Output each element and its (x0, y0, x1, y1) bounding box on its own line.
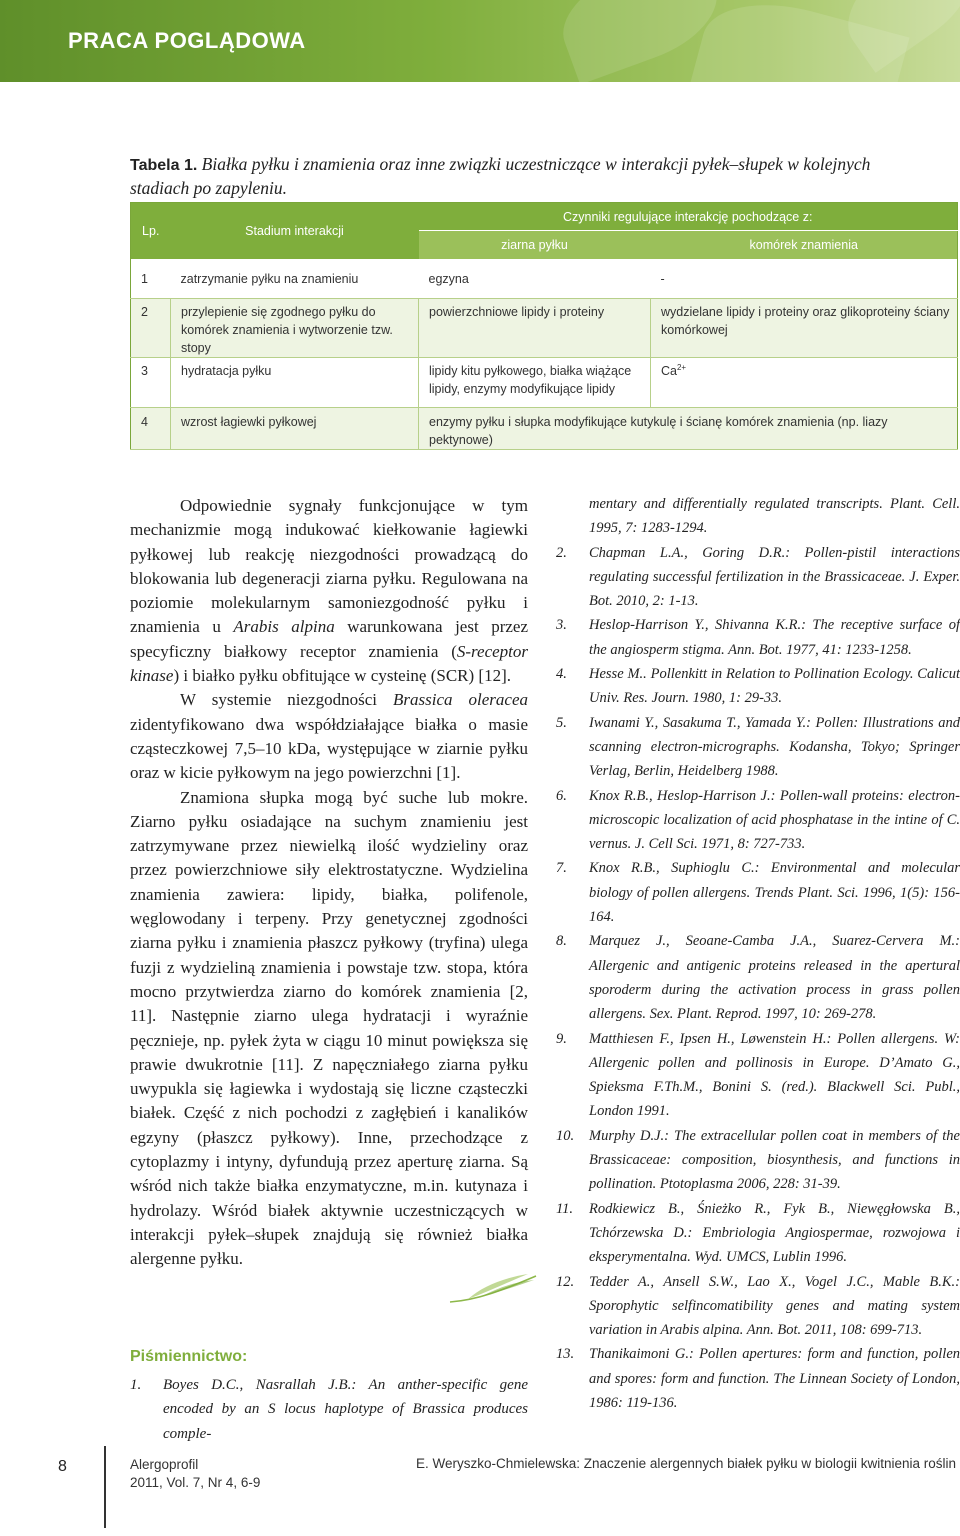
row-stage: zatrzymanie pyłku na znamieniu (180, 271, 359, 286)
header-pollen: ziarna pyłku (419, 231, 651, 259)
reference-item: 1. Boyes D.C., Nasrallah J.B.: An anther-specific gene encoded by an S locus haplotype of Brassica produces comple- (130, 1377, 528, 1442)
table-row (131, 408, 958, 450)
header-stigma: komórek znamienia (651, 231, 958, 259)
references-heading: Piśmiennictwo: (130, 1348, 248, 1365)
header-stage: Stadium interakcji (171, 203, 419, 259)
leaf-ornament-icon (448, 1272, 538, 1306)
reference-item: 3. Heslop-Harrison Y., Shivanna K.R.: The receptive surface of the angiosperm stigma. Ann. Bot. 1977, 41: 1233-1258. (556, 617, 960, 658)
reference-item: 10. Murphy D.J.: The extracellular pollen coat in members of the Brassicaceae: composition, biosynthesis, and functions in pollination. Ptotoplasma 2006, 228: 31-39. (556, 1127, 960, 1193)
footer-article-title: E. Weryszko-Chmielewska: Znaczenie alergennych białek pyłku w biologii kwitnienia roślin (416, 1456, 956, 1471)
row-pollen: egzyna (428, 271, 469, 286)
row-merged: enzymy pyłku i słupka modyfikujące kutykulę i ścianę komórek znamienia (np. liazy pektynowe) (419, 408, 958, 450)
table-caption (130, 153, 930, 199)
reference-item: 5. Iwanami Y., Sasakuma T., Yamada Y.: Pollen: Illustrations and scanning electron-micrographs. Kodansha, Tokyo; Springer Verlag, Berlin, Heidelberg 1988. (556, 714, 960, 780)
row-stigma (651, 358, 958, 408)
paragraph: W systemie niezgodności Brassica oleracea zidentyfikowano dwa współdziałające białka o masie cząsteczkowej 7,5–10 kDa, występujące w ziarnie pyłku oraz w kicie pyłkowym na jego powierzchni [1]. (130, 690, 528, 783)
footer-divider (104, 1446, 106, 1528)
reference-item: 12. Tedder A., Ansell S.W., Lao X., Vogel J.C., Mable B.K.: Sporophytic selfincomatibility genes and mating system variation in Arabis alpina. Ann. Bot. 2011, 108: 699-713. (556, 1273, 960, 1339)
row-stigma: - (660, 271, 665, 286)
row-lp: 1 (141, 271, 148, 286)
paragraph: Odpowiednie sygnały funkcjonujące w tym mechanizmie mogą indukować kiełkowanie łagiewki pyłkowej lub reakcję niezgodności prowadzącą do blokowania lub degeneracji ziarna pyłku. Regulowana na poziomie molekularnym samoniezgodność pyłku i znamienia u Arabis alpina warunkowana jest przez specyficzny białkowy receptor znamienia (S-receptor kinase) i białko pyłku obfitujące w cysteinę (SCR) [12]. (130, 496, 528, 686)
row-lp: 4 (141, 415, 148, 429)
row-pollen: powierzchniowe lipidy i proteiny (419, 299, 651, 358)
references-list-left (130, 1373, 528, 1446)
reference-item: 11. Rodkiewicz B., Śnieżko R., Fyk B., Niewęgłowska B., Tchórzewska D.: Embriologia Angiospermae, rozwojowa i eksperymentalna. Wyd. UMCS, Lublin 1996. (556, 1200, 960, 1266)
footer-journal (130, 1456, 260, 1492)
section-title: PRACA POGLĄDOWA (68, 28, 306, 53)
reference-item: 8. Marquez J., Seoane-Camba J.A., Suarez-Cervera M.: Allergenic and antigenic proteins released in the apertural sporoderm during the activation process in grass pollen allergens. Sex. Plant. Reprod. 1997, 10: 269-278. (556, 933, 960, 1023)
reference-item: 7. Knox R.B., Suphioglu C.: Environmental and molecular biology of pollen allergens. Trends Plant. Sci. 1996, 1(5): 156-164. (556, 860, 960, 926)
reference-item: 9. Matthiesen F., Ipsen H., Løwenstein H.: Pollen allergens. W: Allergenic pollen and pollinosis in Europe. D’Amato G., Spieksma F.Th.M., Bonini S. (red.). Blackwell Sci. Publ., London 1991. (556, 1030, 960, 1120)
row-lp: 2 (141, 305, 148, 319)
header-band (0, 0, 960, 82)
paragraph: Znamiona słupka mogą być suche lub mokre. Ziarno pyłku osiadające na suchym znamieniu jest zatrzymywane przez niewielką ilość wydzieliny oraz przez powierzchniowe siły elektrostatyczne. Wydzielina znamienia zawiera: lipidy, białka, polifenole, węglowodany i terpeny. Przy genetycznej zgodności ziarna pyłku i znamienia płaszcz pyłkowy (tryfina) ulega fuzji z wydzieliną znamienia i powstaje tzw. stopa, która mocno przytwierdza ziarno do komórek znamienia [2, 11]. Następnie ziarno ulega hydratacji i wyraźnie pęcznieje, np. pyłek żyta w ciągu 10 minut powiększa się prawie dwukrotnie [11]. Z napęczniałego ziarna pyłku uwypukla się łagiewka i wydostają się liczne cząsteczki białek. Część z nich pochodzi z zagłębień i kanalików egzyny (płaszcz pyłkowy). Inne, przechodzące z cytoplazmy i intyny, dyfundują przez aperturę ziarna. Są wśród nich także białka enzymatyczne, m.in. kutynaza i hydrolazy. Wśród białek aktywnie uczestniczących w interakcji pyłek–słupek znajdują się również białka alergenne pyłku. (130, 787, 528, 1269)
row-pollen: lipidy kitu pyłkowego, białka wiążące lipidy, enzymy modyfikujące lipidy (419, 358, 651, 408)
header-factors: Czynniki regulujące interakcję pochodzące z: (419, 203, 958, 231)
reference-item: 13. Thanikaimoni G.: Pollen apertures: form and function, pollen and spores: form and function. The Linnean Society of London, 1986: 119-136. (556, 1346, 960, 1411)
row-stage: wzrost łagiewki pyłkowej (171, 408, 419, 450)
journal-issue: 2011, Vol. 7, Nr 4, 6-9 (130, 1475, 261, 1490)
table-row (131, 299, 958, 358)
page-number: 8 (58, 1458, 67, 1475)
row-stigma-value: Ca (661, 364, 677, 378)
table-caption-label: Tabela 1. (130, 157, 198, 174)
table-row (131, 358, 958, 408)
row-lp: 3 (141, 364, 148, 378)
journal-name: Alergoprofil (130, 1457, 199, 1472)
table-row (131, 259, 958, 299)
row-stage: hydratacja pyłku (171, 358, 419, 408)
table-caption-text: Białka pyłku i znamienia oraz inne związki uczestniczące w interakcji pyłek–słupek w kolejnych stadiach po zapyleniu. (130, 154, 871, 198)
row-stage: przylepienie się zgodnego pyłku do komórek znamienia i wytworzenie tzw. stopy (171, 299, 419, 358)
references-list-right (556, 492, 960, 1415)
reference-item: mentary and differentially regulated transcripts. Plant. Cell. 1995, 7: 1283-1294. (589, 496, 960, 537)
header-lp: Lp. (131, 203, 171, 259)
reference-item: 2. Chapman L.A., Goring D.R.: Pollen-pistil interactions regulating successful fertilization in the Brassicaceae. J. Exper. Bot. 2010, 2: 1-13. (556, 544, 960, 610)
reference-item: 4. Hesse M.. Pollenkitt in Relation to Pollination Ecology. Calicut Univ. Res. Journ. 1980, 1: 29-33. (556, 666, 960, 707)
body-text (130, 494, 528, 1272)
row-stigma-superscript: 2+ (676, 362, 687, 372)
proteins-table (130, 202, 958, 450)
row-stigma: wydzielane lipidy i proteiny oraz glikoproteiny ściany komórkowej (651, 299, 958, 358)
reference-item: 6. Knox R.B., Heslop-Harrison J.: Pollen-wall proteins: electron-microscopic localization of acid phosphatase in the intine of C. vernus. J. Cell Sci. 1971, 8: 727-733. (556, 787, 960, 853)
